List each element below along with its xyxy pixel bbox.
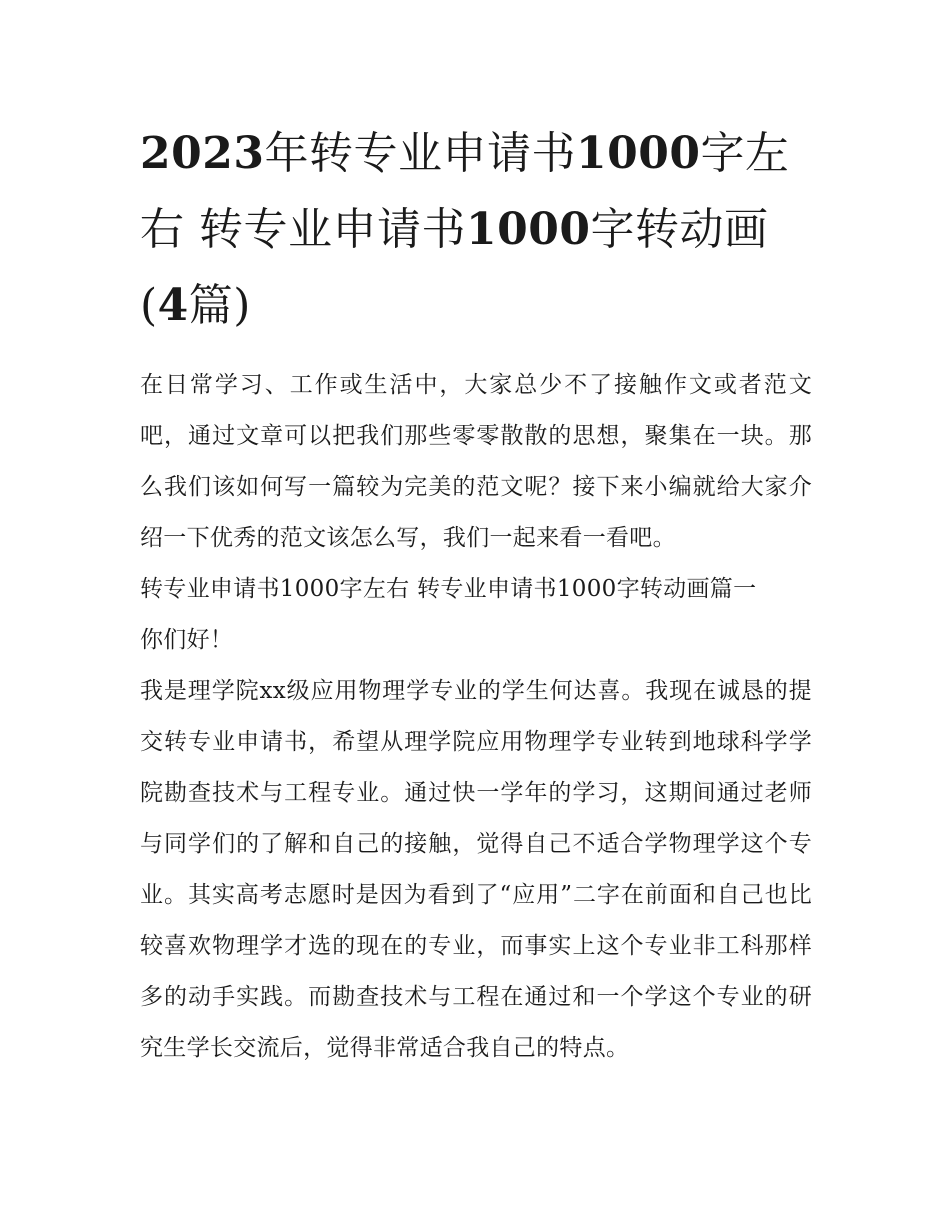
title-year: 2023: [140, 128, 265, 179]
title-part: 字左右 转专业申请书: [140, 128, 790, 255]
body-paragraph: 我是理学院xx级应用物理学专业的学生何达喜。我现在诚恳的提交转专业申请书，希望从理学院应用物理学专业转到地球科学学院勘查技术与工程专业。通过快一学年的学习，这期间通过老师与同学们的了解和自己的接触，觉得自己不适合学物理学这个专业。其实高考志愿时是因为看到了“应用”二字在前面和自己也比较喜欢物理学才选的现在的专业，而事实上这个专业非工科那样多的动手实践。而勘查技术与工程在通过和一个学这个专业的研究生学长交流后，觉得非常适合我自己的特点。: [140, 678, 812, 1061]
document-title: [140, 116, 812, 344]
title-part: 篇): [188, 280, 251, 331]
title-part: 字转动画(: [140, 204, 769, 331]
title-part: 年转专业申请书: [264, 128, 576, 179]
document-content: [140, 116, 812, 1074]
greeting-paragraph: 你们好！: [140, 627, 234, 653]
title-count: 4: [157, 280, 189, 331]
title-number: 1000: [466, 204, 591, 255]
section-heading: 转专业申请书1000字左右 转专业申请书1000字转动画篇一: [140, 576, 757, 602]
document-body: [140, 360, 812, 1074]
title-number: 1000: [575, 128, 701, 179]
intro-paragraph: 在日常学习、工作或生活中，大家总少不了接触作文或者范文吧，通过文章可以把我们那些零零散散的思想，聚集在一块。那么我们该如何写一篇较为完美的范文呢？接下来小编就给大家介绍一下优秀的范文该怎么写，我们一起来看一看吧。: [140, 372, 812, 551]
